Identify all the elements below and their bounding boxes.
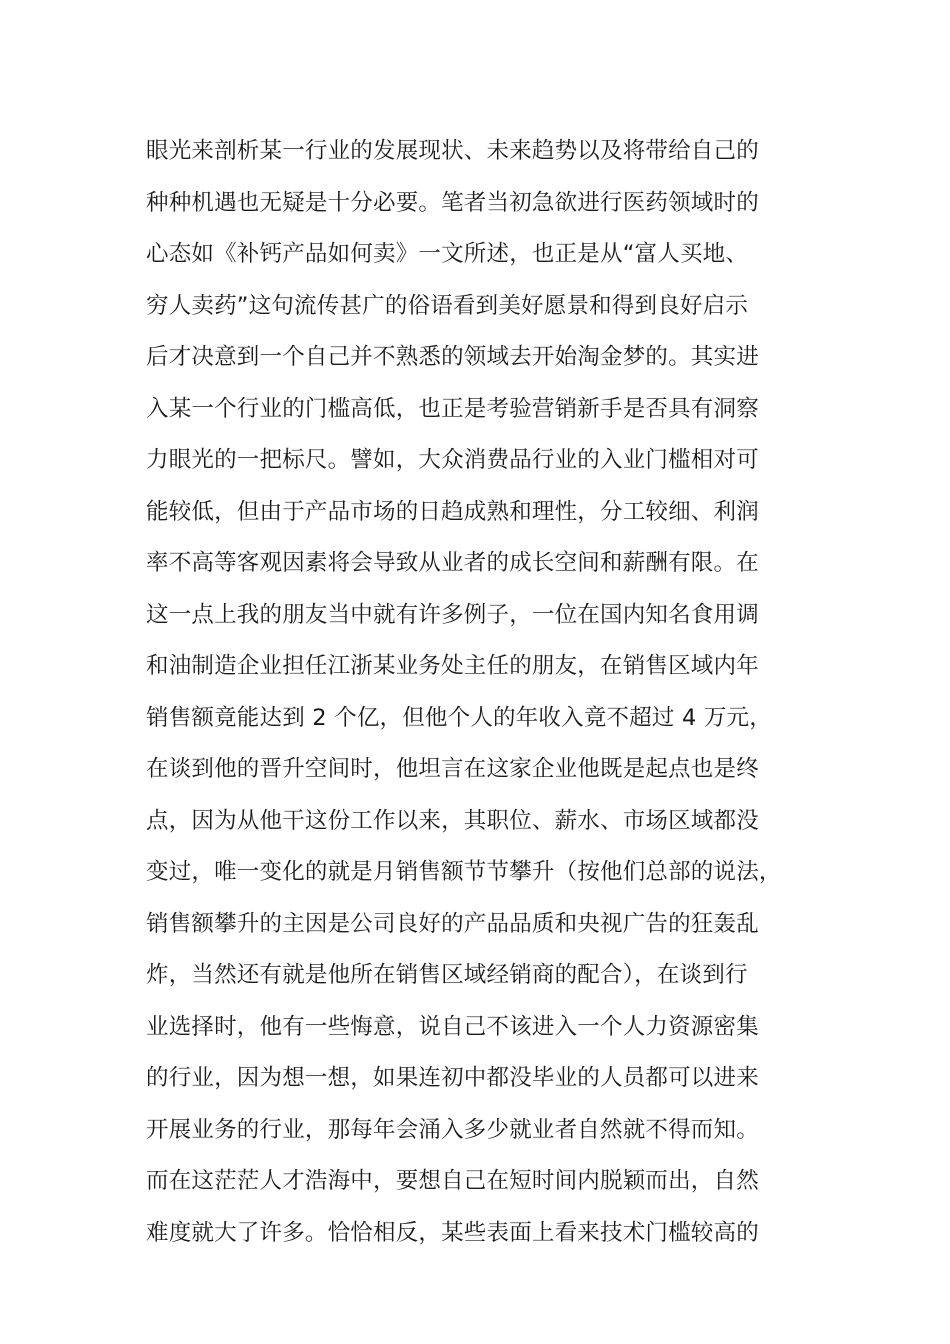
text-line-2: 种种机遇也无疑是十分必要。笔者当初急欲进行医药领域时的 bbox=[146, 189, 759, 216]
text-line-21: 而在这茫茫人才浩海中，要想自己在短时间内脱颖而出，自然 bbox=[146, 1168, 759, 1194]
text-line-9: 率不高等客观因素将会导致从业者的成长空间和薪酬有限。在 bbox=[146, 550, 759, 576]
text-line-15: 变过，唯一变化的就是月销售额节节攀升（按他们总部的说法， bbox=[146, 859, 782, 885]
text-line-7: 力眼光的一把标尺。譬如，大众消费品行业的入业门槛相对可 bbox=[146, 447, 759, 473]
text-line-14: 点，因为从他干这份工作以来，其职位、薪水、市场区域都没 bbox=[146, 807, 759, 834]
text-line-19: 的行业，因为想一想，如果连初中都没毕业的人员都可以进来 bbox=[146, 1065, 759, 1091]
text-line-1: 眼光来剖析某一行业的发展现状、未来趋势以及将带给自己的 bbox=[146, 138, 759, 164]
text-line-20: 开展业务的行业，那每年会涌入多少就业者自然就不得而知。 bbox=[146, 1116, 759, 1143]
text-line-5: 后才决意到一个自己并不熟悉的领域去开始淘金梦的。其实进 bbox=[146, 344, 759, 370]
text-line-3: 心态如《补钙产品如何卖》一文所述，也正是从“富人买地、 bbox=[146, 241, 749, 267]
text-line-16: 销售额攀升的主因是公司良好的产品品质和央视广告的狂轰乱 bbox=[146, 910, 759, 937]
text-line-10: 这一点上我的朋友当中就有许多例子，一位在国内知名食用调 bbox=[146, 601, 759, 628]
text-line-4: 穷人卖药”这句流传甚广的俗语看到美好愿景和得到良好启示 bbox=[146, 292, 749, 319]
body-paragraph bbox=[146, 126, 816, 1259]
text-line-8: 能较低，但由于产品市场的日趋成熟和理性，分工较细、利润 bbox=[146, 498, 759, 525]
text-line-12: 销售额竟能达到 2 个亿，但他个人的年收入竟不超过 4 万元， bbox=[146, 704, 772, 731]
text-line-11: 和油制造企业担任江浙某业务处主任的朋友，在销售区域内年 bbox=[146, 653, 759, 679]
text-line-17: 炸，当然还有就是他所在销售区域经销商的配合），在谈到行 bbox=[146, 962, 748, 988]
text-line-13: 在谈到他的晋升空间时，他坦言在这家企业他既是起点也是终 bbox=[146, 756, 759, 782]
text-line-18: 业选择时，他有一些悔意，说自己不该进入一个人力资源密集 bbox=[146, 1013, 759, 1040]
text-line-6: 入某一个行业的门槛高低，也正是考验营销新手是否具有洞察 bbox=[146, 395, 759, 422]
text-line-22: 难度就大了许多。恰恰相反，某些表面上看来技术门槛较高的 bbox=[146, 1219, 759, 1246]
